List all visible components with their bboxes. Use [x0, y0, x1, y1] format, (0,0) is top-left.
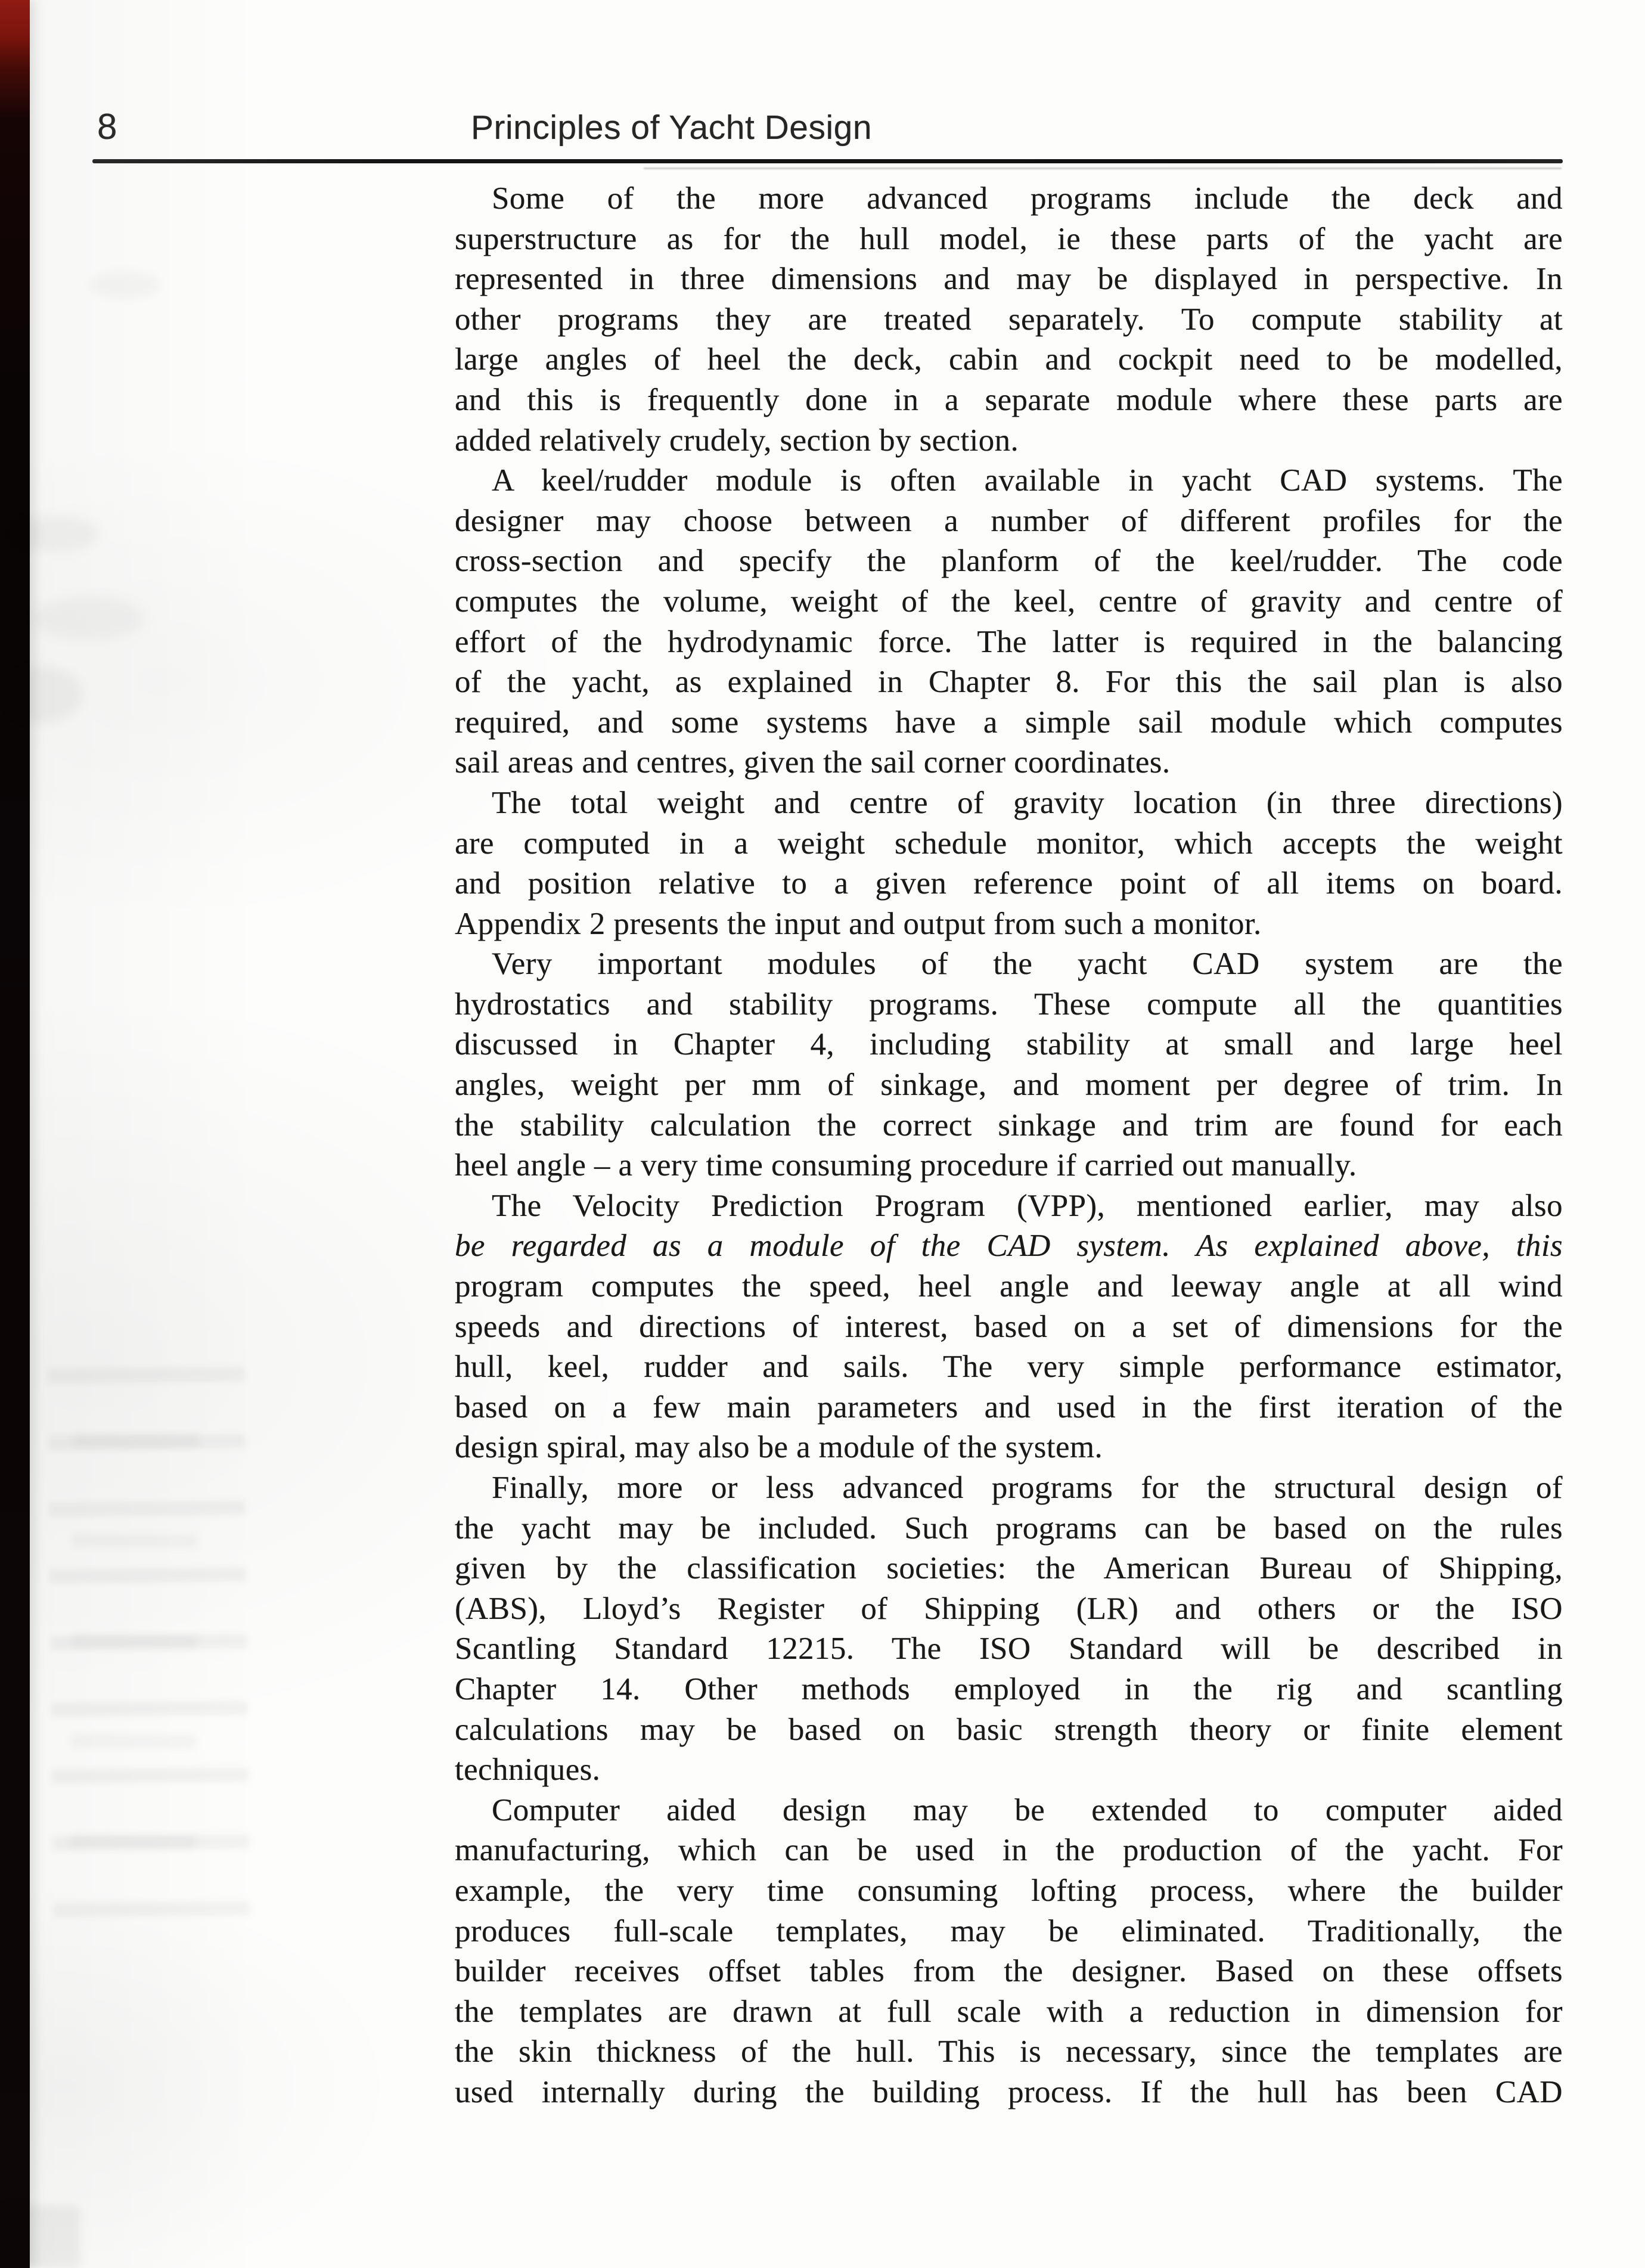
text-line: techniques.	[455, 1752, 601, 1788]
text-line: and position relative to a given reference point of all items on board.	[455, 866, 1563, 901]
text-line: the stability calculation the correct sinkage and trim are found for each	[455, 1107, 1563, 1143]
page-number: 8	[97, 107, 118, 147]
text-line: large angles of heel the deck, cabin and cockpit need to be modelled,	[455, 342, 1563, 377]
text-line: and this is frequently done in a separate module where these parts are	[455, 382, 1563, 417]
text-block	[455, 179, 1563, 2113]
scan-smudge	[33, 596, 146, 640]
text-line: calculations may be based on basic strength theory or finite element	[455, 1712, 1563, 1747]
header-divider	[92, 159, 1563, 163]
text-line: given by the classification societies: the American Bureau of Shipping,	[455, 1551, 1563, 1586]
text-line: effort of the hydrodynamic force. The latter is required in the balancing	[455, 624, 1563, 659]
text-line: required, and some systems have a simple sail module which computes	[455, 705, 1563, 740]
text-line: Very important modules of the yacht CAD system are the	[492, 947, 1563, 982]
scan-smudge	[48, 1367, 250, 1935]
text-line: used internally during the building process. If the hull has been CAD	[455, 2074, 1563, 2109]
text-line: based on a few main parameters and used in the first iteration of the	[455, 1389, 1563, 1425]
text-line: manufacturing, which can be used in the production of the yacht. For	[455, 1833, 1563, 1868]
scan-smudge	[89, 271, 161, 299]
text-line: sail areas and centres, given the sail corner coordinates.	[455, 745, 1171, 780]
text-line: The total weight and centre of gravity location (in three directions)	[492, 785, 1563, 820]
text-line: builder receives offset tables from the designer. Based on these offsets	[455, 1954, 1563, 1989]
text-line: A keel/rudder module is often available in yacht CAD systems. The	[492, 463, 1563, 498]
text-line: be regarded as a module of the CAD system. As explained above, this	[455, 1228, 1563, 1264]
text-line: angles, weight per mm of sinkage, and moment per degree of trim. In	[455, 1068, 1563, 1103]
text-line: added relatively crudely, section by section.	[455, 423, 1019, 458]
running-head-title: Principles of Yacht Design	[471, 108, 873, 147]
scan-edge-strip	[0, 0, 30, 2268]
text-line: the skin thickness of the hull. This is necessary, since the templates are	[455, 2034, 1563, 2070]
text-line: Some of the more advanced programs include the deck and	[492, 181, 1563, 216]
text-line: Finally, more or less advanced programs for the structural design of	[492, 1470, 1563, 1505]
text-line: designer may choose between a number of different profiles for the	[455, 503, 1563, 538]
text-line: program computes the speed, heel angle and leeway angle at all wind	[455, 1269, 1563, 1304]
text-line: (ABS), Lloyd’s Register of Shipping (LR) and others or the ISO	[455, 1591, 1563, 1626]
text-line: hydrostatics and stability programs. These compute all the quantities	[455, 986, 1563, 1022]
text-line: design spiral, may also be a module of the system.	[455, 1430, 1103, 1465]
text-line: Appendix 2 presents the input and output from such a monitor.	[455, 906, 1262, 941]
text-line: superstructure as for the hull model, ie these parts of the yacht are	[455, 221, 1563, 256]
text-line: Computer aided design may be extended to computer aided	[492, 1792, 1563, 1828]
text-line: computes the volume, weight of the keel, centre of gravity and centre of	[455, 584, 1563, 619]
text-line: represented in three dimensions and may be displayed in perspective. In	[455, 262, 1563, 297]
text-line: are computed in a weight schedule monitor, which accepts the weight	[455, 826, 1563, 861]
text-line: other programs they are treated separately. To compute stability at	[455, 302, 1563, 337]
text-line: hull, keel, rudder and sails. The very simple performance estimator,	[455, 1349, 1563, 1385]
scan-smudge	[70, 1400, 198, 1890]
text-line: cross-section and specify the planform of the keel/rudder. The code	[455, 544, 1563, 579]
header-divider-echo	[644, 167, 1562, 169]
text-line: Chapter 14. Other methods employed in the rig and scantling	[455, 1671, 1563, 1707]
text-line: discussed in Chapter 4, including stability at small and large heel	[455, 1027, 1563, 1062]
text-line: Scantling Standard 12215. The ISO Standard will be described in	[455, 1631, 1563, 1667]
text-line: speeds and directions of interest, based on a set of dimensions for the	[455, 1309, 1563, 1344]
text-line: example, the very time consuming lofting process, where the builder	[455, 1873, 1563, 1908]
text-line: heel angle – a very time consuming procedure if carried out manually.	[455, 1148, 1357, 1183]
text-line: produces full-scale templates, may be eliminated. Traditionally, the	[455, 1913, 1563, 1949]
text-line: of the yacht, as explained in Chapter 8. For this the sail plan is also	[455, 665, 1563, 700]
text-line: the templates are drawn at full scale with a reduction in dimension for	[455, 1994, 1563, 2029]
text-line: The Velocity Prediction Program (VPP), mentioned earlier, may also	[492, 1188, 1563, 1223]
text-line: the yacht may be included. Such programs can be based on the rules	[455, 1510, 1563, 1546]
